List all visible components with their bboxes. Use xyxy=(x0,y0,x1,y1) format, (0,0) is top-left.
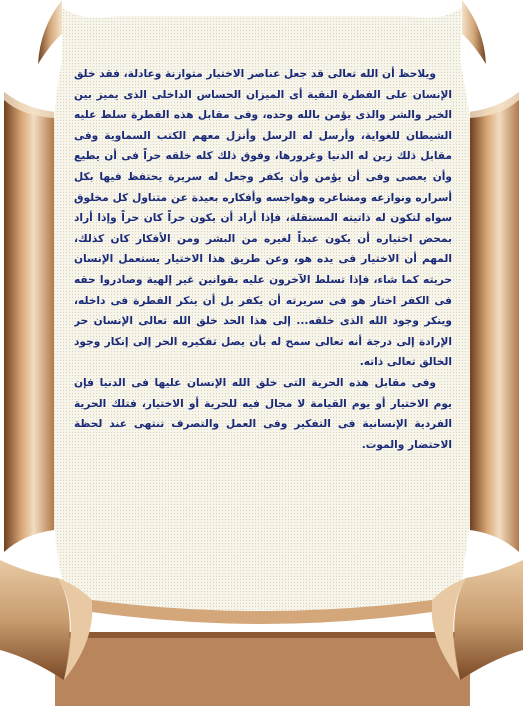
paragraph-2: وفى مقابل هذه الحرية التى خلق الله الإنسان عليها فى الدنيا فإن يوم الاختيار أو يوم القيامة لا مجال فيه للحرية أو الاختيار، فتلك الحرية الفردية الإنسانية فى التفكير وفى العمل والتصرف تنتهى عند لحظة الاحتضار والموت. xyxy=(74,376,452,451)
scroll-right xyxy=(470,92,519,552)
bottom-band xyxy=(55,632,470,706)
article-text xyxy=(74,64,452,564)
curl-top-right xyxy=(462,0,486,64)
curl-top-left xyxy=(0,0,62,64)
paragraph-1: ويلاحظ أن الله تعالى قد جعل عناصر الاختيار متوازنة وعادلة، فقد خلق الإنسان على الفطرة النقية أى الميزان الحساس الداخلى الذى يميز بين الخير والشر والذى يؤمن بالله وحده، وفى مقابل هذه الفطرة سلط عليه الشيطان للغواية، وأرسل له الرسل وأنزل معهم الكتب السماوية وفى مقابل ذلك زين له الدنيا وغرورها، وفوق ذلك كله خلقه حراً فى أن يطيع وأن يعصى وفى أن يؤمن وأن يكفر وجعل له سريرة يحتفظ فيها بكل أسراره ونوازعه ومشاعره وهواجسه وأفكاره بعيدة عن متناول كل مخلوق سواه لتكون له ذاتيته المستقلة، فإذا أراد أن يكون حراً كان حراً وإذا أراد بمحض اختياره أن يكون عبداً لغيره من البشر ومن الأفكار كان كذلك، المهم أن الاختيار فى يده هو، وعن طريق هذا الاختيار يستعمل الإنسان حريته كما شاء، فإذا تسلط الآخرون عليه بقوانين غير إلهية وصادروا حقه فى الكفر اختار هو فى سريرته أن يكفر بل أن ينكر الفطرة فى داخله، وينكر وجود الله الذى خلقه... إلى هذا الحد خلق الله تعالى الإنسان حر الإرادة إلى درجة أنه تعالى سمح له بأن يصل تفكيره الحر إلى إنكار وجود الخالق تعالى ذاته. xyxy=(74,68,452,369)
scroll-left xyxy=(4,92,54,552)
